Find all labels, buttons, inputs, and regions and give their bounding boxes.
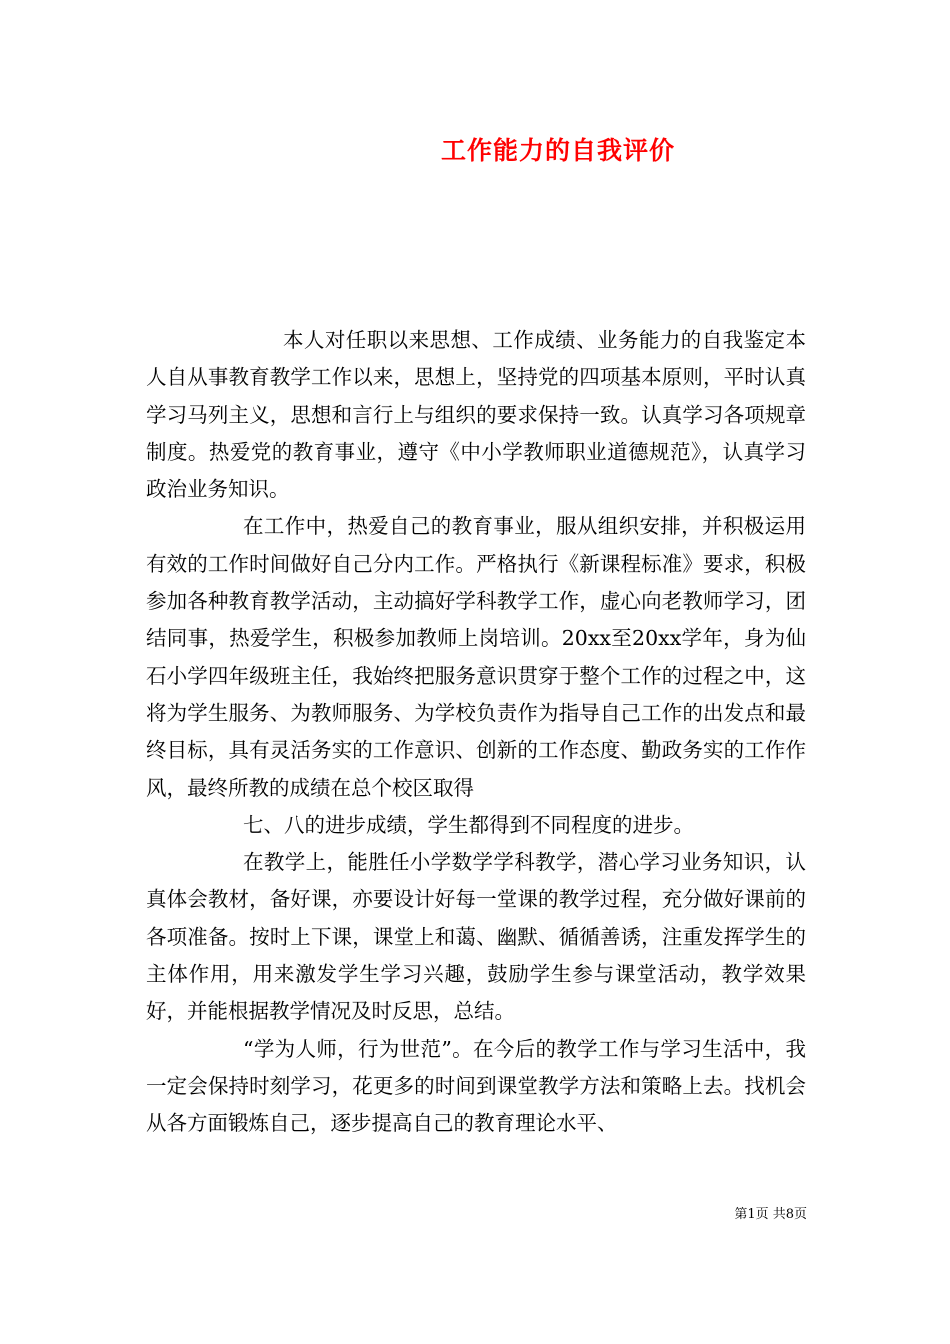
paragraph-4: 在教学上，能胜任小学数学学科教学，潜心学习业务知识，认真体会教材，备好课，亦要设计好每一堂课的教学过程，充分做好课前的各项准备。按时上下课，课堂上和蔼、幽默、循循善诱，注重发挥学生的主体作用，用来激发学生学习兴趣，鼓励学生参与课堂活动，教学效果好，并能根据教学情况及时反思，总结。 [146, 850, 806, 1024]
paragraph-1: 本人对任职以来思想、工作成绩、业务能力的自我鉴定本人自从事教育教学工作以来，思想上，坚持党的四项基本原则，平时认真学习马列主义，思想和言行上与组织的要求保持一致。认真学习各项规章制度。热爱党的教育事业，遵守《中小学教师职业道德规范》，认真学习政治业务知识。 [146, 328, 806, 502]
page-number: 第1页 共8页 [734, 1207, 807, 1222]
paragraph-2: 在工作中，热爱自己的教育事业，服从组织安排，并积极运用有效的工作时间做好自己分内工作。严格执行《新课程标准》要求，积极参加各种教育教学活动，主动搞好学科教学工作，虚心向老教师学习，团结同事，热爱学生，积极参加教师上岗培训。20xx至20xx学年，身为仙石小学四年级班主任，我始终把服务意识贯穿于整个工作的过程之中，这将为学生服务、为教师服务、为学校负责作为指导自己工作的出发点和最终目标，具有灵活务实的工作意识、创新的工作态度、勤政务实的工作作风，最终所教的成绩在总个校区取得 [146, 514, 806, 800]
document-body [146, 322, 806, 1143]
paragraph-5: “学为人师，行为世范”。在今后的教学工作与学习生活中，我一定会保持时刻学习，花更多的时间到课堂教学方法和策略上去。找机会从各方面锻炼自己，逐步提高自己的教育理论水平、 [146, 1036, 806, 1136]
paragraph-3: 七、八的进步成绩，学生都得到不同程度的进步。 [243, 812, 694, 837]
document-title: 工作能力的自我评价 [440, 136, 675, 165]
